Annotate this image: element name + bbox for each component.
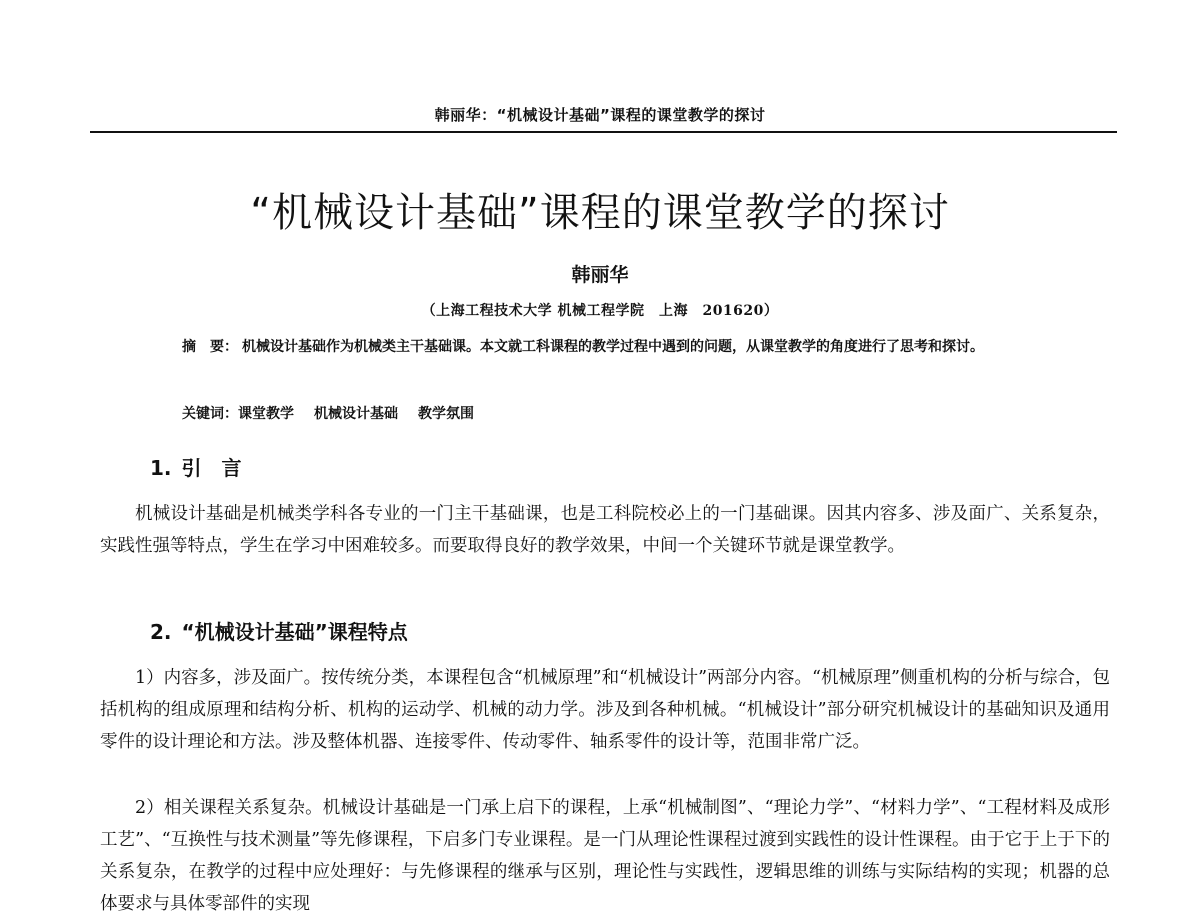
- paper-title: “机械设计基础”课程的课堂教学的探讨: [250, 190, 950, 236]
- abstract: [182, 333, 1042, 361]
- section-number: 2.: [150, 620, 172, 644]
- section-heading-course-features: [150, 616, 408, 645]
- body-paragraph: 机械设计基础是机械类学科各专业的一门主干基础课，也是工科院校必上的一门基础课。因其内容多、涉及面广、关系复杂，实践性强等特点，学生在学习中困难较多。而要取得良好的教学效果，中间一个关键环节就是课堂教学。: [100, 504, 1110, 556]
- section-title: 引 言: [181, 456, 242, 480]
- keywords-label: 关键词：: [182, 406, 238, 422]
- abstract-label: 摘 要：: [182, 339, 238, 355]
- running-header: 韩丽华：“机械设计基础”课程的课堂教学的探讨: [434, 106, 766, 124]
- section-number: 1.: [150, 456, 172, 480]
- section-title: “机械设计基础”课程特点: [181, 620, 408, 644]
- keyword-item: 教学氛围: [418, 406, 474, 422]
- author-name: 韩丽华: [571, 264, 629, 286]
- keyword-item: 课堂教学: [238, 406, 294, 422]
- body-paragraph: 2）相关课程关系复杂。机械设计基础是一门承上启下的课程，上承“机械制图”、“理论力学”、“材料力学”、“工程材料及成形工艺”、“互换性与技术测量”等先修课程，下启多门专业课程。是一门从理论性课程过渡到实践性的设计性课程。由于它于上于下的关系复杂，在教学的过程中应处理好：与先修课程的继承与区别，理论性与实践性，逻辑思维的训练与实际结构的实现；机器的总体要求与具体零部件的实现: [100, 798, 1110, 914]
- author-affiliation: （上海工程技术大学 机械工程学院 上海 201620）: [421, 303, 779, 319]
- section-heading-introduction: [150, 452, 242, 481]
- body-paragraph: 1）内容多，涉及面广。按传统分类，本课程包含“机械原理”和“机械设计”两部分内容。“机械原理”侧重机构的分析与综合，包括机构的组成原理和结构分析、机构的运动学、机械的动力学。涉及到各种机械。“机械设计”部分研究机械设计的基础知识及通用零件的设计理论和方法。涉及整体机器、连接零件、传动零件、轴系零件的设计等，范围非常广泛。: [100, 668, 1110, 752]
- abstract-text: 机械设计基础作为机械类主干基础课。本文就工科课程的教学过程中遇到的问题，从课堂教学的角度进行了思考和探讨。: [242, 339, 984, 355]
- header-rule: [90, 131, 1117, 133]
- keyword-item: 机械设计基础: [314, 406, 398, 422]
- keywords: [182, 402, 1042, 426]
